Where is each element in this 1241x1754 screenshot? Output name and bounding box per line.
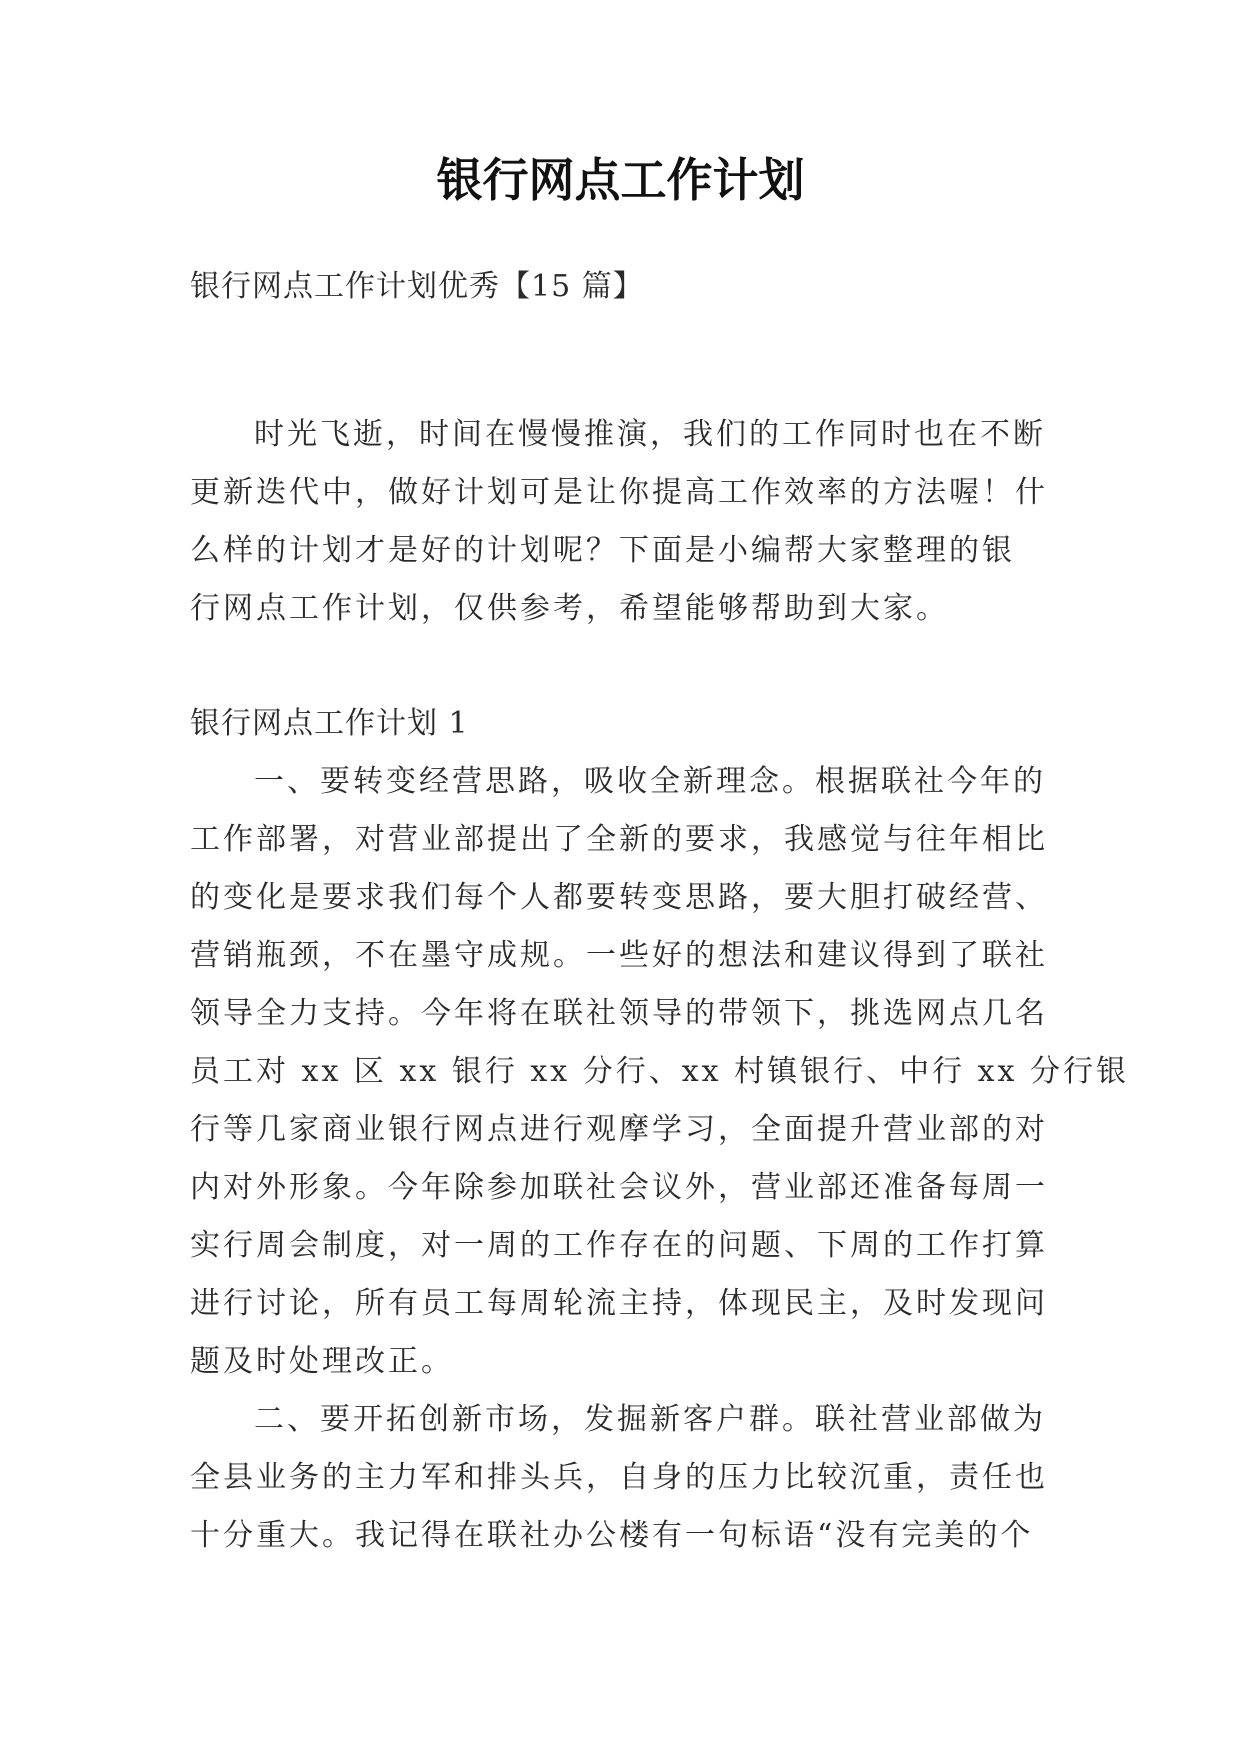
body-line: 行等几家商业银行网点进行观摩学习，全面提升营业部的对 — [190, 1112, 1048, 1147]
body-line: 十分重大。我记得在联社办公楼有一句标语“没有完美的个 — [190, 1518, 1034, 1553]
section-body — [190, 753, 1130, 1565]
body-paragraph-1 — [190, 753, 1130, 1391]
body-paragraph-2 — [190, 1391, 1050, 1565]
intro-line: 更新迭代中，做好计划可是让你提高工作效率的方法喔！什 — [190, 475, 1048, 510]
body-line: 员工对 xx 区 xx 银行 xx 分行、xx 村镇银行、中行 xx 分行银 — [190, 1054, 1130, 1089]
body-line: 工作部署，对营业部提出了全新的要求，我感觉与往年相比 — [190, 822, 1048, 857]
body-line: 全县业务的主力军和排头兵，自身的压力比较沉重，责任也 — [190, 1460, 1048, 1495]
intro-line: 时光飞逝，时间在慢慢推演，我们的工作同时也在不断 — [254, 417, 1046, 452]
body-line: 题及时处理改正。 — [190, 1344, 454, 1379]
intro-paragraph — [190, 406, 1050, 638]
body-line: 进行讨论，所有员工每周轮流主持，体现民主，及时发现问 — [190, 1286, 1048, 1321]
body-line: 二、要开拓创新市场，发掘新客户群。联社营业部做为 — [254, 1402, 1046, 1437]
section-heading: 银行网点工作计划 1 — [190, 706, 469, 741]
body-line: 实行周会制度，对一周的工作存在的问题、下周的工作打算 — [190, 1228, 1048, 1263]
body-line: 营销瓶颈，不在墨守成规。一些好的想法和建议得到了联社 — [190, 938, 1048, 973]
document-title: 银行网点工作计划 — [436, 153, 805, 207]
document-subtitle: 银行网点工作计划优秀【15 篇】 — [190, 269, 644, 304]
body-line: 领导全力支持。今年将在联社领导的带领下，挑选网点几名 — [190, 996, 1048, 1031]
intro-line: 么样的计划才是好的计划呢？下面是小编帮大家整理的银 — [190, 533, 1015, 568]
body-line: 的变化是要求我们每个人都要转变思路，要大胆打破经营、 — [190, 880, 1048, 915]
intro-line: 行网点工作计划，仅供参考，希望能够帮助到大家。 — [190, 591, 949, 626]
body-line: 一、要转变经营思路，吸收全新理念。根据联社今年的 — [254, 764, 1046, 799]
body-line: 内对外形象。今年除参加联社会议外，营业部还准备每周一 — [190, 1170, 1048, 1205]
